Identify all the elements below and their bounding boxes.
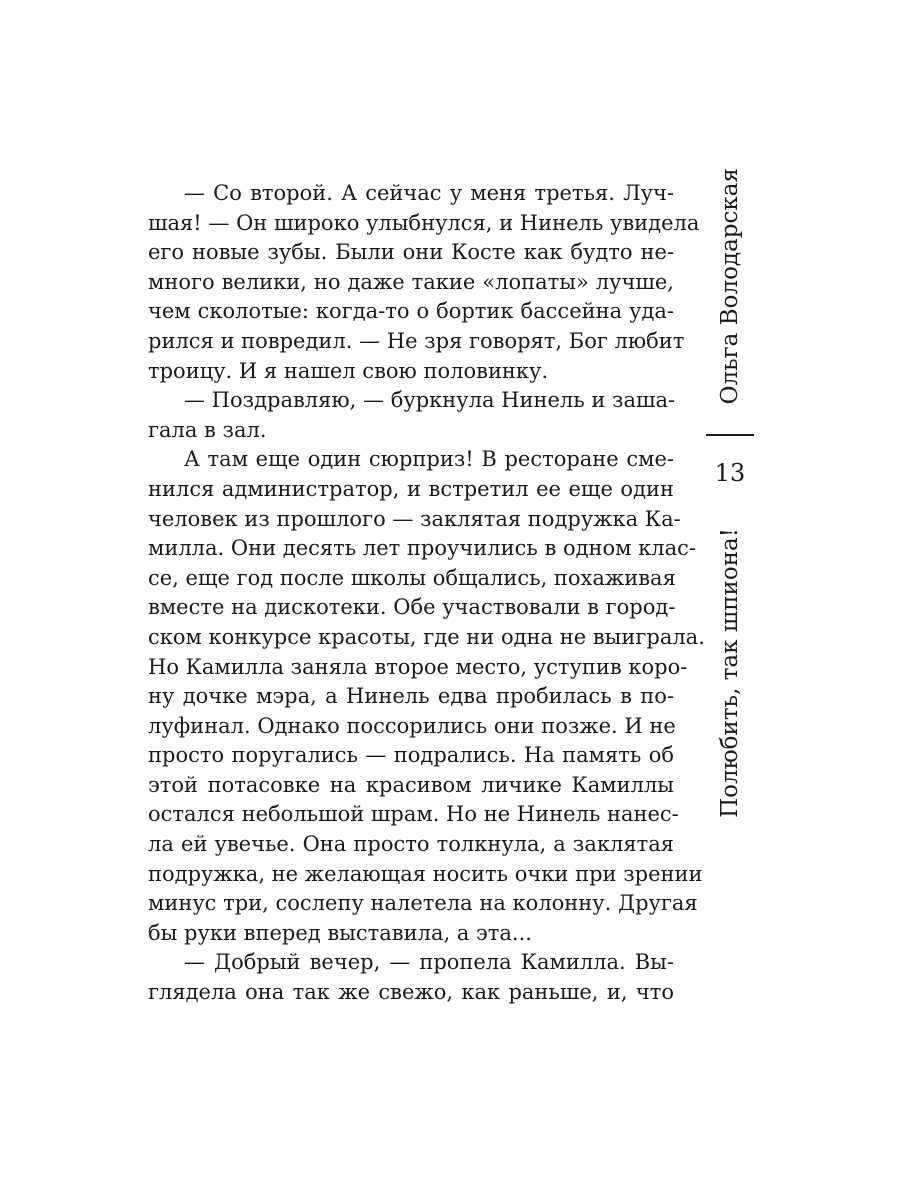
page-number: 13 — [714, 459, 746, 487]
text-line: ну дочке мэра, а Нинель едва пробилась в по- — [148, 684, 674, 709]
running-head — [706, 150, 754, 1080]
text-line: А там еще один сюрприз! В ресторане сме- — [184, 447, 674, 472]
text-line: остался небольшой шрам. Но не Нинель нанес- — [148, 802, 679, 827]
text-line: нился администратор, и встретил ее еще один — [148, 476, 674, 501]
text-line: этой потасовке на красивом личике Камиллы — [148, 772, 674, 797]
text-line: луфинал. Однако поссорились они позже. И не — [148, 713, 676, 738]
text-line: вместе на дискотеки. Обе участвовали в город- — [148, 595, 676, 620]
text-line: — Со второй. А сейчас у меня третья. Луч- — [184, 181, 674, 205]
running-head-title — [706, 528, 754, 828]
text-line: рился и повредил. — Не зря говорят, Бог любит — [148, 328, 685, 353]
text-line: его новые зубы. Были они Косте как будто не- — [148, 240, 674, 265]
text-line: — Поздравляю, — буркнула Нинель и зашa- — [184, 388, 676, 413]
running-head-author — [706, 150, 754, 422]
text-line: троицу. И я нашел свою половинку. — [148, 358, 549, 383]
text-line: подружка, не желающая носить очки при зрении — [148, 861, 703, 886]
text-line: Но Камилла заняла второе место, уступив коро- — [148, 654, 688, 679]
text-line: много велики, но даже такие «лопаты» лучше, — [148, 269, 674, 294]
text-line: человек из прошлого — заклятая подружка Ка- — [148, 506, 681, 531]
text-line: гала в зал. — [148, 417, 267, 442]
text-line: чем сколотые: когда-то о бортик бассейна уда- — [148, 299, 674, 324]
text-line: просто поругались — подрались. На память об — [148, 743, 674, 768]
body-text — [148, 179, 705, 1008]
text-line: — Добрый вечер, — пропела Камилла. Вы- — [184, 950, 674, 975]
running-head-divider — [706, 434, 754, 436]
text-line: ла ей увечье. Она просто толкнула, а заклятая — [148, 832, 674, 857]
text-line: милла. Они десять лет проучились в одном клас- — [148, 536, 697, 561]
text-line: се, еще год после школы общались, похаживая — [148, 565, 676, 590]
text-line: ском конкурсе красоты, где ни одна не выиграла. — [148, 624, 705, 649]
author-name: Ольга Володарская — [717, 167, 743, 405]
text-line: минус три, сослепу налетела на колонну. Другая — [148, 891, 698, 916]
text-line: бы руки вперед выставила, а эта... — [148, 920, 532, 945]
text-line: глядела она так же свежо, как раньше, и, что — [148, 980, 674, 1005]
text-line: шая! — Он широко улыбнулся, и Нинель увидела — [148, 210, 700, 235]
book-title: Полюбить, так шпиона! — [717, 528, 743, 818]
